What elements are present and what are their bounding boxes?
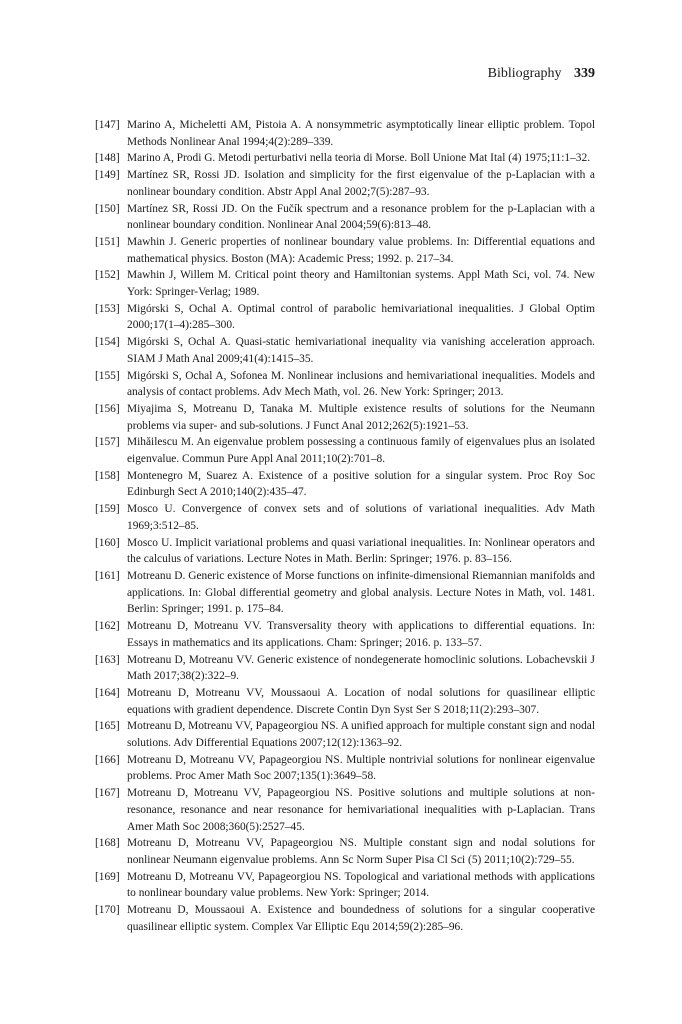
reference-entry [95,501,595,534]
reference-number: [163] [95,653,120,666]
reference-number: [162] [95,620,120,633]
reference-text: Motreanu D, Motreanu VV. Transversality theory with applications to differential equations. In: Essays in mathematics and its applications. Cham: Springer; 2016. p. 133–57. [127,620,595,649]
reference-number: [154] [95,336,120,349]
reference-text: Marino A, Micheletti AM, Pistoia A. A nonsymmetric asymptotically linear elliptic problem. Topol Methods Nonlinear Anal 1994;4(2):289–339. [127,119,595,148]
reference-entry [95,167,595,200]
reference-text: Migórski S, Ochal A. Quasi-static hemivariational inequality via vanishing acceleration approach. SIAM J Math Anal 2009;41(4):1415–35. [127,336,595,365]
reference-number: [151] [95,235,120,248]
reference-number: [168] [95,837,120,850]
reference-number: [155] [95,369,120,382]
reference-entry [95,117,595,150]
reference-text: Mihăilescu M. An eigenvalue problem possessing a continuous family of eigenvalues plus an isolated eigenvalue. Commun Pure Appl Anal 2011;10(2):701–8. [127,436,595,466]
reference-entry [95,785,595,835]
reference-entry [95,301,595,334]
reference-text: Martínez SR, Rossi JD. On the Fučík spectrum and a resonance problem for the p-Laplacian with a nonlinear boundary condition. Nonlinear Anal 2004;59(6):813–48. [127,202,595,232]
reference-entry [95,234,595,267]
reference-text: Motreanu D, Motreanu VV, Papageorgiou NS. Positive solutions and multiple solutions at non-resonance, resonance and near resonance for hemivariational inequalities with p-Laplacian. Trans Amer Math Soc 2008;360(5):2527–45. [127,787,595,833]
reference-number: [170] [95,904,120,917]
reference-text: Motreanu D, Motreanu VV. Generic existence of nondegenerate homoclinic solutions. Lobachevskii J Math 2017;38(2):322–9. [127,653,595,683]
reference-number: [150] [95,202,120,215]
reference-number: [153] [95,302,120,315]
reference-number: [169] [95,870,120,883]
reference-entry [95,652,595,685]
reference-text: Motreanu D. Generic existence of Morse functions on infinite-dimensional Riemannian manifolds and applications. In: Global differential geometry and global analysis. Lecture Notes in Math, vol. 1481. Berlin: Springer; 1991. p. 175–84. [127,569,595,616]
reference-number: [167] [95,787,120,800]
reference-entry [95,568,595,618]
reference-number: [159] [95,503,120,516]
reference-text: Mosco U. Convergence of convex sets and of solutions of variational inequalities. Adv Math 1969;3:512–85. [127,503,595,532]
reference-entry [95,368,595,401]
reference-entry [95,752,595,785]
reference-number: [156] [95,402,120,415]
reference-text: Marino A, Prodi G. Metodi perturbativi nella teoria di Morse. Boll Unione Mat Ital (4) 1975;11:1–32. [127,152,591,165]
reference-number: [160] [95,536,120,549]
reference-number: [165] [95,720,120,733]
reference-text: Mawhin J, Willem M. Critical point theory and Hamiltonian systems. Appl Math Sci, vol. 74. New York: Springer-Verlag; 1989. [127,269,595,299]
reference-number: [158] [95,469,120,482]
reference-text: Migórski S, Ochal A, Sofonea M. Nonlinear inclusions and hemivariational inequalities. Models and analysis of contact problems. Adv Mech Math, vol. 26. New York: Springer; 2013. [127,369,595,399]
reference-list [95,117,595,935]
reference-text: Montenegro M, Suarez A. Existence of a positive solution for a singular system. Proc Roy Soc Edinburgh Sect A 2010;140(2):435–47. [127,469,595,499]
reference-entry [95,401,595,434]
reference-entry [95,535,595,568]
reference-text: Motreanu D, Motreanu VV, Papageorgiou NS. Multiple nontrivial solutions for nonlinear eigenvalue problems. Proc Amer Math Soc 2007;135(1):3649–58. [127,753,595,783]
reference-number: [164] [95,686,120,699]
reference-entry [95,902,595,935]
reference-entry [95,685,595,718]
reference-text: Motreanu D, Moussaoui A. Existence and boundedness of solutions for a singular cooperative quasilinear elliptic system. Complex Var Elliptic Equ 2014;59(2):285–96. [127,904,595,933]
reference-entry [95,434,595,467]
reference-number: [147] [95,119,120,131]
reference-entry [95,468,595,501]
reference-text: Motreanu D, Motreanu VV, Papageorgiou NS. A unified approach for multiple constant sign and nodal solutions. Adv Differential Equations 2007;12(12):1363–92. [127,720,595,750]
reference-entry [95,718,595,751]
reference-entry [95,334,595,367]
reference-text: Mosco U. Implicit variational problems and quasi variational inequalities. In: Nonlinear operators and the calculus of variations. Lecture Notes in Math. Berlin: Springer; 1976. p. 83–156. [127,536,595,566]
reference-number: [148] [95,152,120,165]
reference-entry [95,618,595,651]
reference-text: Motreanu D, Motreanu VV, Moussaoui A. Location of nodal solutions for quasilinear elliptic equations with gradient dependence. Discrete Contin Dyn Syst Ser S 2018;11(2):293–307. [127,686,595,716]
reference-entry [95,267,595,300]
reference-text: Martínez SR, Rossi JD. Isolation and simplicity for the first eigenvalue of the p-Laplacian with a nonlinear boundary condition. Abstr Appl Anal 2002;7(5):287–93. [127,169,595,198]
reference-entry [95,150,595,167]
reference-entry [95,869,595,902]
reference-text: Motreanu D, Motreanu VV, Papageorgiou NS. Topological and variational methods with applications to nonlinear boundary value problems. New York: Springer; 2014. [127,870,595,900]
reference-number: [157] [95,436,120,449]
running-header [488,66,595,82]
reference-text: Migórski S, Ochal A. Optimal control of parabolic hemivariational inequalities. J Global Optim 2000;17(1–4):285–300. [127,302,595,332]
reference-text: Motreanu D, Motreanu VV, Papageorgiou NS. Multiple constant sign and nodal solutions for nonlinear Neumann eigenvalue problems. Ann Sc Norm Super Pisa Cl Sci (5) 2011;10(2):729–55. [127,837,595,866]
reference-number: [152] [95,269,120,282]
reference-number: [166] [95,753,120,766]
reference-text: Mawhin J. Generic properties of nonlinear boundary value problems. In: Differential equations and mathematical physics. Boston (MA): Academic Press; 1992. p. 217–34. [127,235,595,265]
reference-entry [95,201,595,234]
running-title: Bibliography [487,66,562,81]
reference-number: [161] [95,569,120,582]
reference-entry [95,835,595,868]
reference-text: Miyajima S, Motreanu D, Tanaka M. Multiple existence results of solutions for the Neumann problems via super- and sub-solutions. J Funct Anal 2012;262(5):1921–53. [127,402,595,432]
page-number: 339 [574,66,595,81]
reference-number: [149] [95,169,120,182]
